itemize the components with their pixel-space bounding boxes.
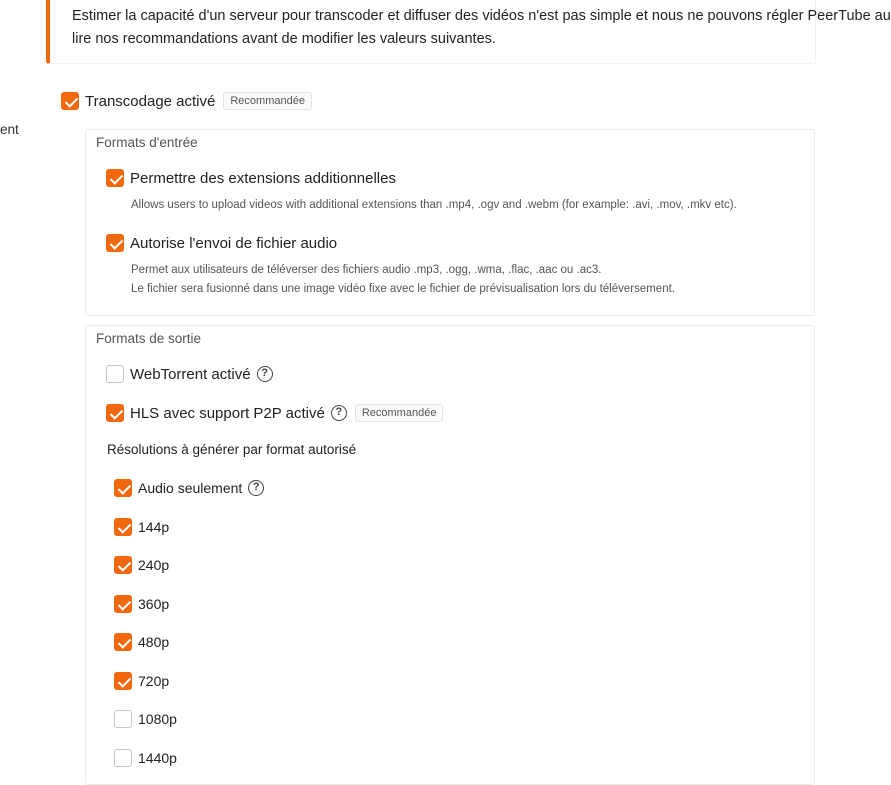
allow-audio-description-1: Permet aux utilisateurs de téléverser des fichiers audio .mp3, .ogg, .wma, .flac, .aac ou .ac3. — [131, 264, 602, 276]
resolution-label[interactable]: 360p — [138, 596, 170, 612]
resolution-checkbox[interactable] — [114, 710, 132, 728]
allow-extensions-label[interactable]: Permettre des extensions additionnelles — [130, 169, 396, 187]
recommended-badge: Recommandée — [223, 92, 312, 110]
allow-audio-description-2: Le fichier sera fusionné dans une image vidéo fixe avec le fichier de prévisualisation lors du téléversement. — [131, 283, 675, 295]
resolution-row[interactable] — [114, 479, 264, 497]
hls-row[interactable] — [106, 404, 443, 422]
resolution-label[interactable]: 240p — [138, 557, 170, 573]
resolutions-title: Résolutions à générer par format autorisé — [107, 442, 357, 457]
allow-extensions-row[interactable] — [106, 169, 396, 187]
resolution-checkbox[interactable] — [114, 749, 132, 767]
resolution-checkbox[interactable] — [114, 633, 132, 651]
resolution-label[interactable]: 1440p — [138, 750, 177, 766]
help-icon[interactable]: ? — [257, 366, 273, 382]
alert-line-1: Estimer la capacité d'un serveur pour transcoder et diffuser des vidéos n'est pas simple et nous ne pouvons régler PeerTube au — [72, 8, 891, 24]
hls-label[interactable]: HLS avec support P2P activé — [130, 404, 325, 422]
resolution-row[interactable] — [114, 672, 169, 690]
transcoding-enabled-label[interactable]: Transcodage activé — [85, 92, 216, 110]
sidebar-partial-label: ent — [0, 122, 19, 137]
resolution-row[interactable] — [114, 710, 177, 728]
output-formats-legend: Formats de sortie — [96, 331, 202, 346]
resolution-row[interactable] — [114, 595, 169, 613]
resolution-row[interactable] — [114, 556, 169, 574]
transcoding-enabled-checkbox[interactable] — [61, 92, 79, 110]
resolution-row[interactable] — [114, 518, 169, 536]
allow-audio-description — [131, 261, 675, 299]
webtorrent-row[interactable] — [106, 365, 273, 383]
resolution-row[interactable] — [114, 749, 177, 767]
warning-alert — [46, 0, 891, 64]
alert-line-2: lire nos recommandations avant de modifier les valeurs suivantes. — [72, 31, 496, 47]
resolution-label[interactable]: Audio seulement — [138, 480, 243, 496]
resolution-checkbox[interactable] — [114, 479, 132, 497]
output-formats-fieldset — [85, 325, 815, 785]
allow-extensions-description: Allows users to upload videos with additional extensions than .mp4, .ogv and .webm (for example: .avi, .mov, .mkv etc). — [131, 199, 737, 211]
allow-audio-label[interactable]: Autorise l'envoi de fichier audio — [130, 234, 338, 252]
resolution-label[interactable]: 1080p — [138, 711, 177, 727]
webtorrent-checkbox[interactable] — [106, 365, 124, 383]
resolution-checkbox[interactable] — [114, 595, 132, 613]
help-icon[interactable]: ? — [248, 480, 264, 496]
resolution-checkbox[interactable] — [114, 672, 132, 690]
resolution-checkbox[interactable] — [114, 556, 132, 574]
resolution-label[interactable]: 720p — [138, 673, 170, 689]
resolution-row[interactable] — [114, 633, 169, 651]
resolution-label[interactable]: 480p — [138, 634, 170, 650]
allow-audio-checkbox[interactable] — [106, 234, 124, 252]
resolution-checkbox[interactable] — [114, 518, 132, 536]
help-icon[interactable]: ? — [331, 405, 347, 421]
resolution-label[interactable]: 144p — [138, 519, 170, 535]
allow-extensions-checkbox[interactable] — [106, 169, 124, 187]
input-formats-legend: Formats d'entrée — [96, 135, 198, 150]
webtorrent-label[interactable]: WebTorrent activé — [130, 365, 251, 383]
hls-recommended-badge: Recommandée — [355, 404, 444, 422]
allow-audio-row[interactable] — [106, 234, 337, 252]
transcoding-enabled-row[interactable] — [61, 92, 312, 110]
hls-checkbox[interactable] — [106, 404, 124, 422]
